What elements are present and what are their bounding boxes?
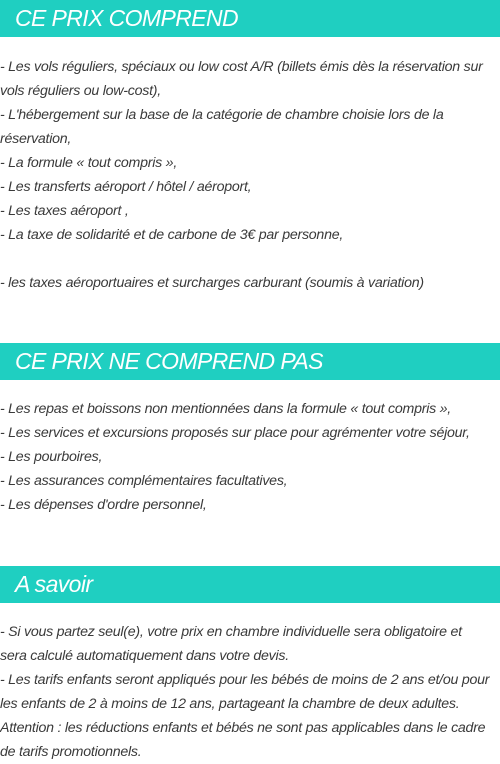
excludes-header: CE PRIX NE COMPREND PAS bbox=[0, 343, 500, 380]
good-to-know-line: sera calculé automatiquement dans votre devis. bbox=[0, 648, 289, 664]
good-to-know-line: les enfants de 2 à moins de 12 ans, partageant la chambre de deux adultes. bbox=[0, 696, 460, 712]
includes-header: CE PRIX COMPREND bbox=[0, 0, 500, 37]
includes-line: - Les vols réguliers, spéciaux ou low cost A/R (billets émis dès la réservation sur bbox=[0, 59, 483, 75]
good-to-know-line: de tarifs promotionnels. bbox=[0, 744, 142, 760]
excludes-line: - Les pourboires, bbox=[0, 449, 103, 465]
includes-line: - Les taxes aéroport , bbox=[0, 203, 129, 219]
excludes-line: - Les assurances complémentaires facultatives, bbox=[0, 473, 288, 489]
excludes-line: - Les dépenses d'ordre personnel, bbox=[0, 497, 207, 513]
excludes-line: - Les services et excursions proposés sur place pour agrémenter votre séjour, bbox=[0, 425, 470, 441]
includes-line: - Les transferts aéroport / hôtel / aéroport, bbox=[0, 179, 252, 195]
good-to-know-list bbox=[0, 620, 500, 764]
excludes-list bbox=[0, 397, 500, 517]
includes-line: - les taxes aéroportuaires et surcharges carburant (soumis à variation) bbox=[0, 275, 424, 291]
includes-line: - La formule « tout compris », bbox=[0, 155, 178, 171]
includes-line: - La taxe de solidarité et de carbone de 3€ par personne, bbox=[0, 227, 344, 243]
good-to-know-header: A savoir bbox=[0, 566, 500, 603]
excludes-line: - Les repas et boissons non mentionnées dans la formule « tout compris », bbox=[0, 401, 451, 417]
includes-line: réservation, bbox=[0, 131, 72, 147]
includes-list bbox=[0, 55, 500, 295]
good-to-know-line: - Les tarifs enfants seront appliqués pour les bébés de moins de 2 ans et/ou pour bbox=[0, 672, 490, 688]
includes-line: - L'hébergement sur la base de la catégorie de chambre choisie lors de la bbox=[0, 107, 444, 123]
spacer bbox=[0, 247, 500, 271]
good-to-know-line: Attention : les réductions enfants et bébés ne sont pas applicables dans le cadre bbox=[0, 720, 486, 736]
includes-line: vols réguliers ou low-cost), bbox=[0, 83, 161, 99]
good-to-know-line: - Si vous partez seul(e), votre prix en chambre individuelle sera obligatoire et bbox=[0, 624, 462, 640]
